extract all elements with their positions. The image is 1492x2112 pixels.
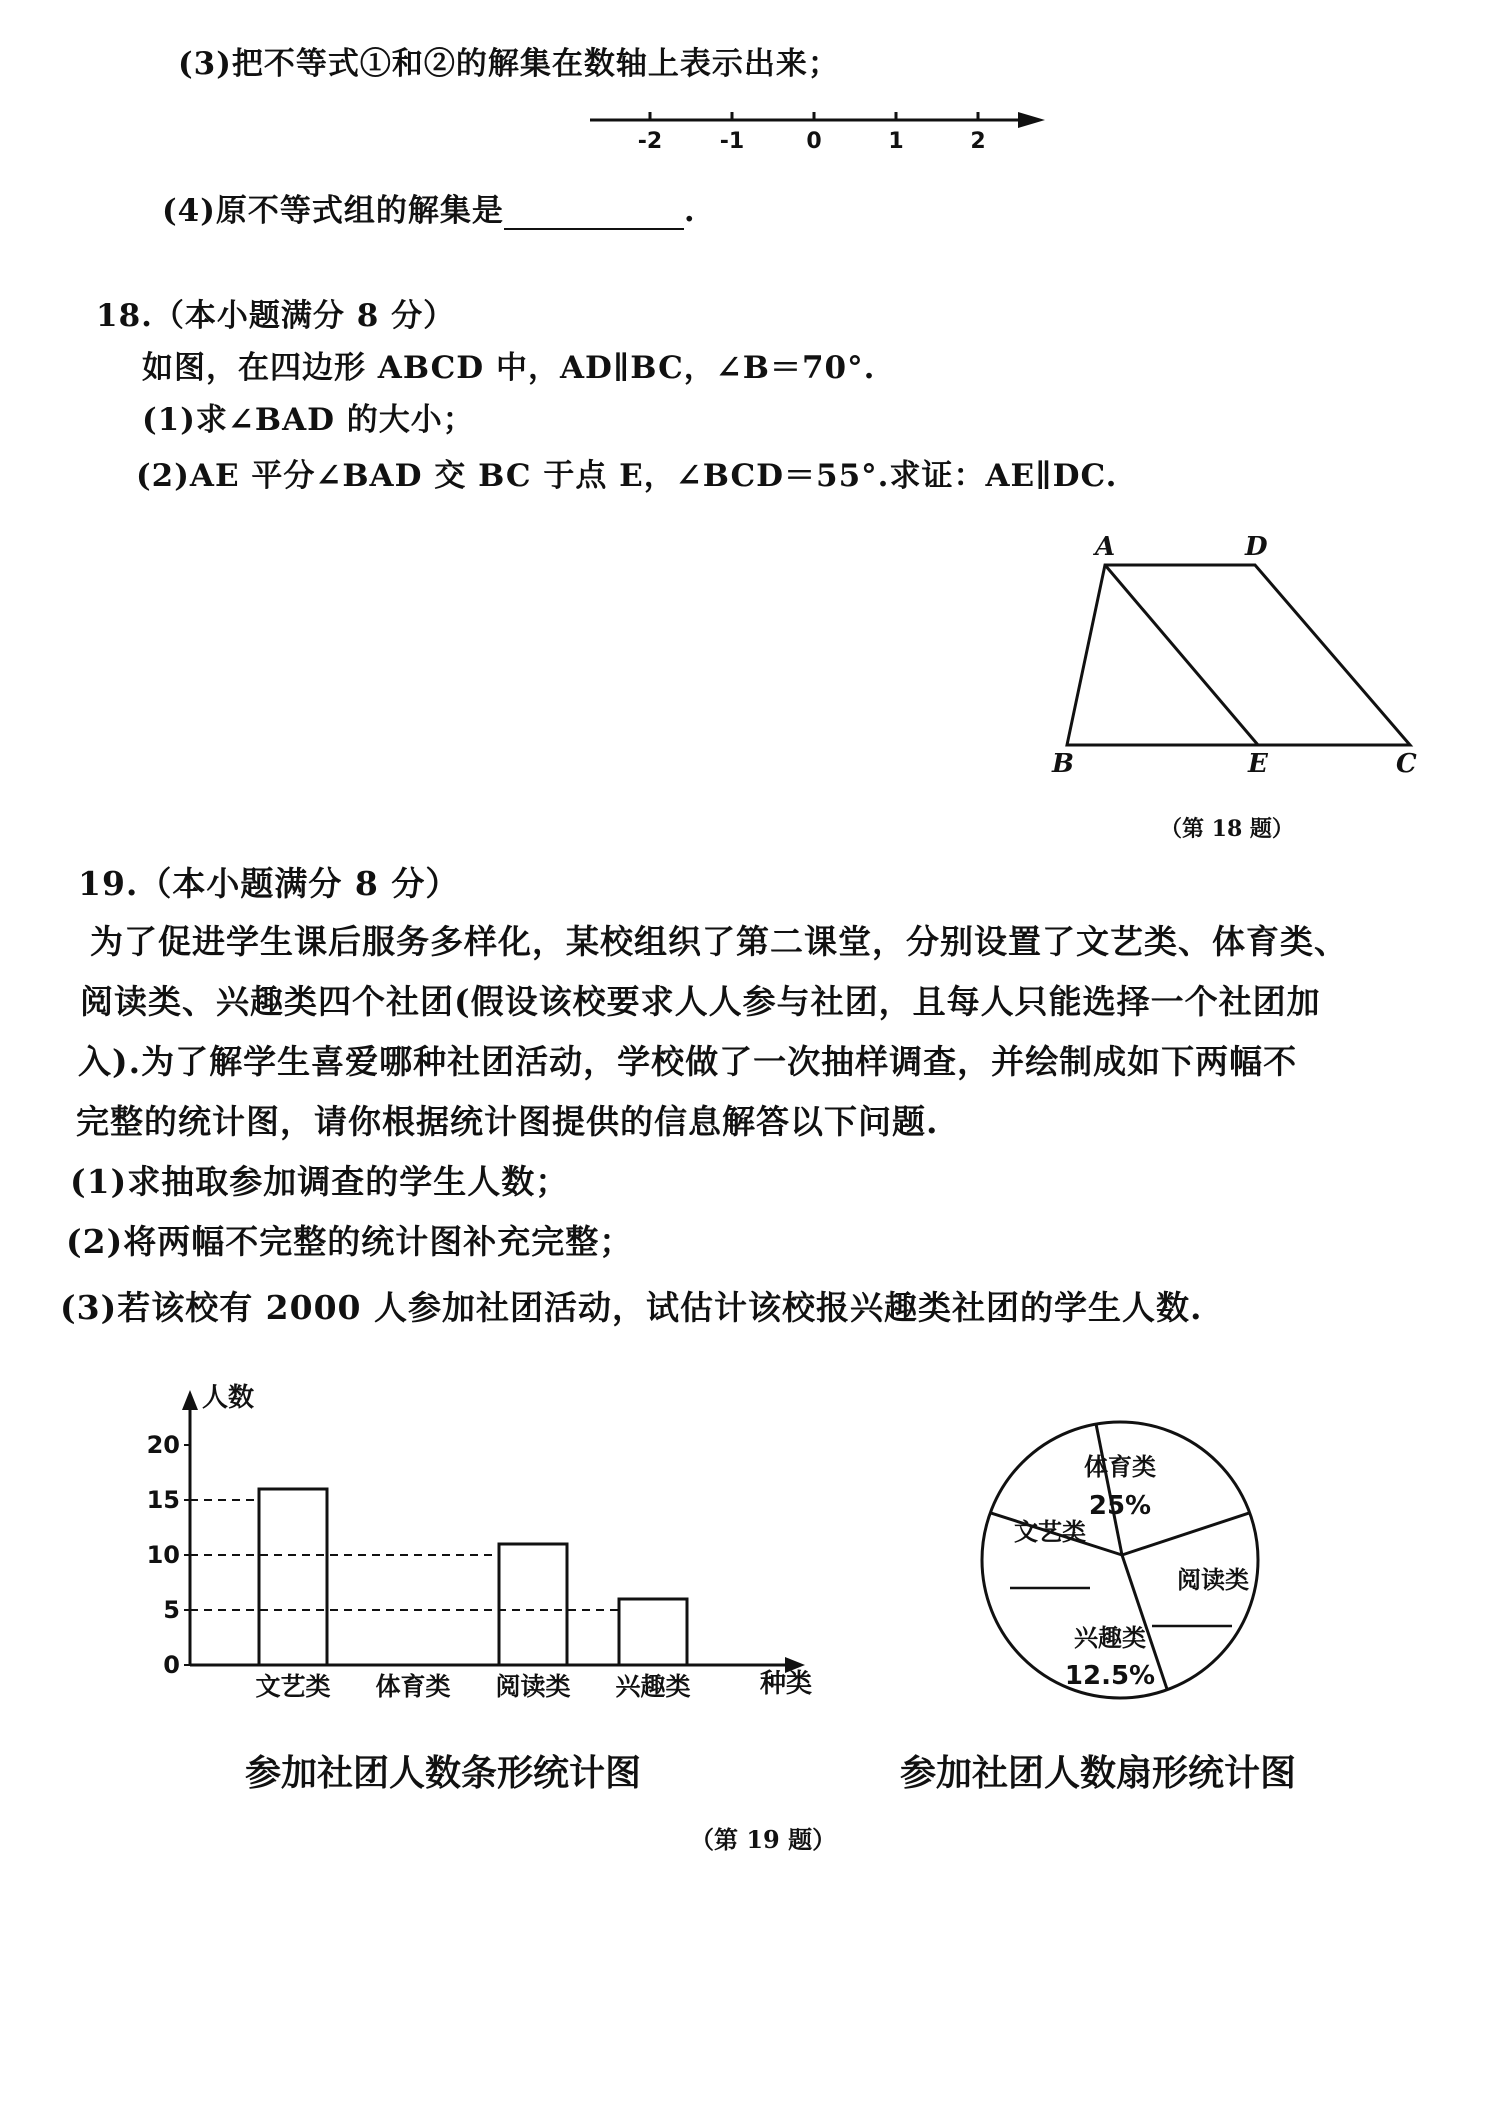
q19-para3: 入).为了解学生喜爱哪种社团活动，学校做了一次抽样调查，并绘制成如下两幅不 [78, 1042, 1298, 1081]
pie-label-yuedu: 阅读类 [1177, 1566, 1249, 1594]
q19-para4: 完整的统计图，请你根据统计图提供的信息解答以下问题. [76, 1102, 939, 1141]
q18-item2: (2)AE 平分∠BAD 交 BC 于点 E，∠BCD＝55°.求证：AE∥DC. [136, 458, 1118, 494]
bar-category-label: 兴趣类 [615, 1672, 691, 1701]
q19-item2: (2)将两幅不完整的统计图补充完整； [66, 1222, 634, 1261]
q18-item1: (1)求∠BAD 的大小； [142, 402, 475, 438]
q17-item4 [162, 185, 696, 230]
bar-category-label: 文艺类 [255, 1672, 331, 1701]
pie-label-wenyi: 文艺类 [1014, 1518, 1086, 1546]
q19-header: 19.（本小题满分 8 分） [78, 864, 460, 903]
number-line-tick-label: -2 [637, 129, 663, 154]
label-b: B [1052, 749, 1074, 779]
number-line-tick-label: 0 [806, 129, 822, 154]
quadrilateral-figure [1040, 530, 1430, 790]
bar-y-axis-arrow [182, 1390, 198, 1410]
quadrilateral-abcd [1067, 565, 1410, 745]
q19-para1: 为了促进学生课后服务多样化，某校组织了第二课堂，分别设置了文艺类、体育类、 [90, 922, 1348, 961]
bar-chart [140, 1370, 840, 1710]
number-line-arrow [1018, 112, 1045, 128]
pie-label-xingqu: 兴趣类 [1074, 1624, 1146, 1652]
q17-item4-text: (4)原不等式组的解集是 [162, 193, 504, 229]
pie-slice-boundary [1096, 1424, 1122, 1555]
bar-chart-ylabel: 人数 [202, 1383, 255, 1413]
segment-ae [1105, 565, 1258, 745]
bar-y-tick-label: 5 [163, 1596, 180, 1624]
number-line-tick-label: 1 [888, 129, 904, 154]
number-line-tick-label: 2 [970, 129, 986, 154]
figure-18-caption: （第 18 题） [1160, 816, 1294, 842]
bar-y-tick-label: 20 [146, 1431, 180, 1459]
q17-item4-period: . [683, 193, 696, 229]
bar-y-tick-label: 15 [146, 1486, 180, 1514]
number-line [580, 100, 1060, 160]
label-a: A [1095, 532, 1116, 562]
q17-item3: (3)把不等式①和②的解集在数轴上表示出来； [178, 46, 840, 82]
number-line-tick-label: -1 [719, 129, 745, 154]
pie-pct-tiyu: 25% [1088, 1491, 1152, 1521]
bar-category-label: 阅读类 [495, 1672, 571, 1701]
bar-y-tick-label: 10 [146, 1541, 180, 1569]
label-e: E [1248, 749, 1268, 779]
q19-item1: (1)求抽取参加调查的学生人数； [70, 1162, 570, 1201]
q19-item3: (3)若该校有 2000 人参加社团活动，试估计该校报兴趣类社团的学生人数. [60, 1288, 1203, 1327]
q19-para2: 阅读类、兴趣类四个社团(假设该校要求人人参与社团，且每人只能选择一个社团加 [80, 982, 1321, 1021]
pie-chart-title: 参加社团人数扇形统计图 [900, 1753, 1297, 1794]
answer-blank [504, 198, 684, 230]
pie-label-tiyu: 体育类 [1084, 1453, 1156, 1481]
pie-pct-xingqu: 12.5% [1064, 1661, 1156, 1691]
bar-chart-xlabel: 种类 [760, 1669, 813, 1699]
label-d: D [1245, 532, 1268, 562]
bar-0 [259, 1489, 327, 1665]
label-c: C [1396, 749, 1417, 779]
q18-header: 18.（本小题满分 8 分） [96, 298, 456, 334]
bar-category-label: 体育类 [375, 1672, 451, 1701]
bar-2 [499, 1544, 567, 1665]
bar-3 [619, 1599, 687, 1665]
q18-stem: 如图，在四边形 ABCD 中，AD∥BC，∠B＝70°. [142, 350, 876, 386]
bar-y-tick-label: 0 [163, 1651, 180, 1679]
bar-chart-title: 参加社团人数条形统计图 [245, 1753, 642, 1794]
pie-chart [970, 1410, 1270, 1710]
figure-19-caption: （第 19 题） [690, 1825, 837, 1854]
